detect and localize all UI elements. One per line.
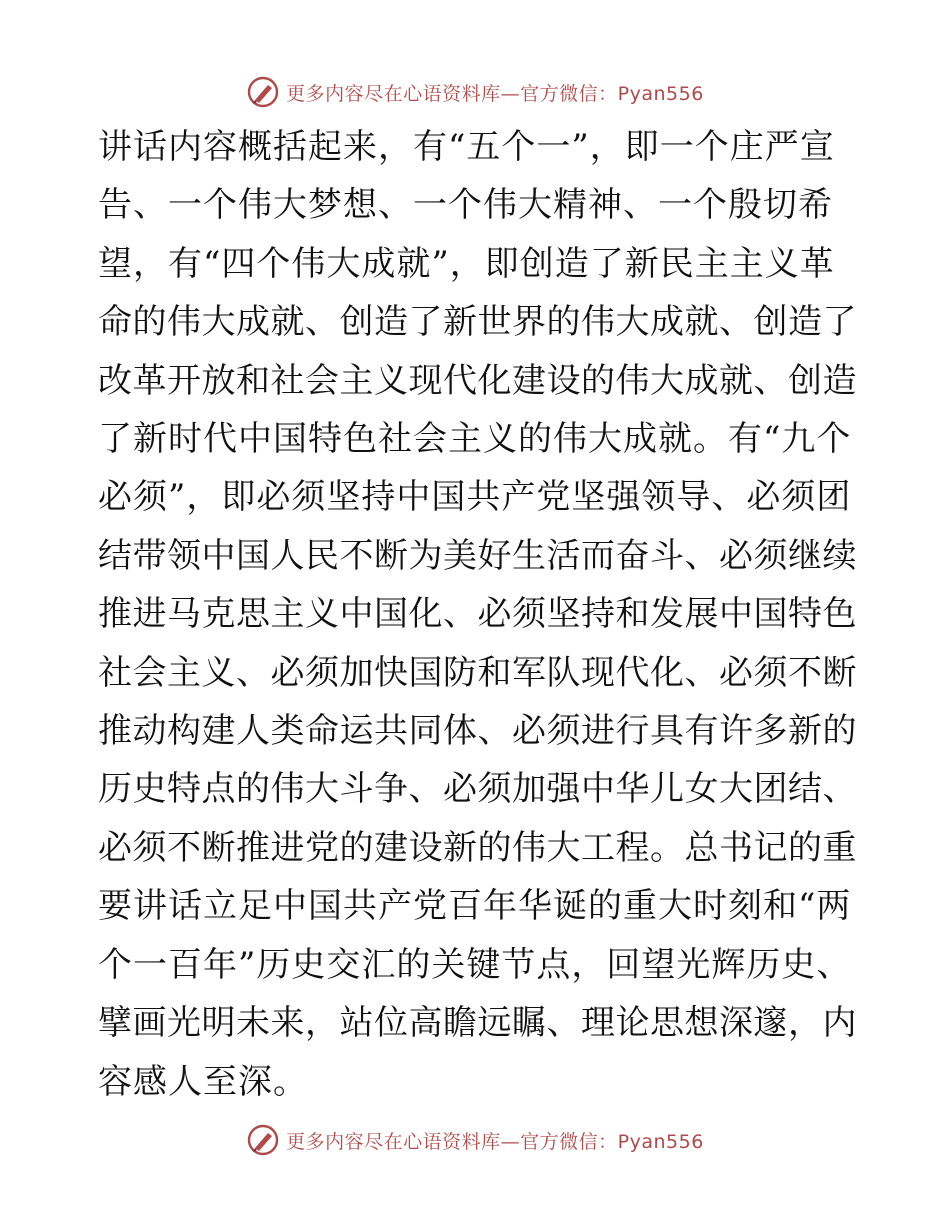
body-text-line: 讲话内容概括起来，有“五个一”，即一个庄严宣 xyxy=(98,127,835,167)
header-banner-label: 更多内容尽在心语资料库—官方微信： xyxy=(286,82,618,105)
header-wechat-id: Pyan556 xyxy=(617,82,704,105)
body-text-line: 了新时代中国特色社会主义的伟大成就。有“九个 xyxy=(98,419,852,460)
body-text-line: 社会主义、必须加快国防和军队现代化、必须不断 xyxy=(98,652,857,693)
body-text-line: 命的伟大成就、创造了新世界的伟大成就、创造了 xyxy=(98,302,857,343)
footer-wechat-id: Pyan556 xyxy=(617,1130,704,1153)
body-text-line: 结带领中国人民不断为美好生活而奋斗、必须继续 xyxy=(98,535,857,576)
body-text-line: 必须”，即必须坚持中国共产党坚强领导、必须团 xyxy=(98,477,852,518)
body-text-line: 要讲话立足中国共产党百年华诞的重大时刻和“两 xyxy=(98,886,852,927)
footer-banner-text xyxy=(286,1127,704,1154)
body-text-line: 个一百年”历史交汇的关键节点，回望光辉历史、 xyxy=(98,944,852,985)
body-text-line: 推进马克思主义中国化、必须坚持和发展中国特色 xyxy=(98,594,857,635)
document-body xyxy=(98,118,858,1111)
body-text-line: 推动构建人类命运共同体、必须进行具有许多新的 xyxy=(98,711,857,752)
body-text-line: 历史特点的伟大斗争、必须加强中华儿女大团结、 xyxy=(98,769,857,810)
body-text-line: 告、一个伟大梦想、一个伟大精神、一个殷切希 xyxy=(98,185,833,226)
header-banner xyxy=(0,72,950,112)
pen-logo-icon xyxy=(246,75,280,109)
body-text-line: 必须不断推进党的建设新的伟大工程。总书记的重 xyxy=(98,827,857,868)
body-text-line: 擘画光明未来，站位高瞻远瞩、理论思想深邃，内 xyxy=(98,1003,857,1044)
header-banner-text xyxy=(286,79,704,106)
pen-logo-icon xyxy=(246,1123,280,1157)
body-text-line: 望，有“四个伟大成就”，即创造了新民主主义革 xyxy=(98,243,835,284)
footer-banner-label: 更多内容尽在心语资料库—官方微信： xyxy=(286,1130,618,1153)
body-text-line: 改革开放和社会主义现代化建设的伟大成就、创造 xyxy=(98,360,857,401)
footer-banner xyxy=(0,1120,950,1160)
body-text-line: 容感人至深。 xyxy=(98,1061,308,1102)
